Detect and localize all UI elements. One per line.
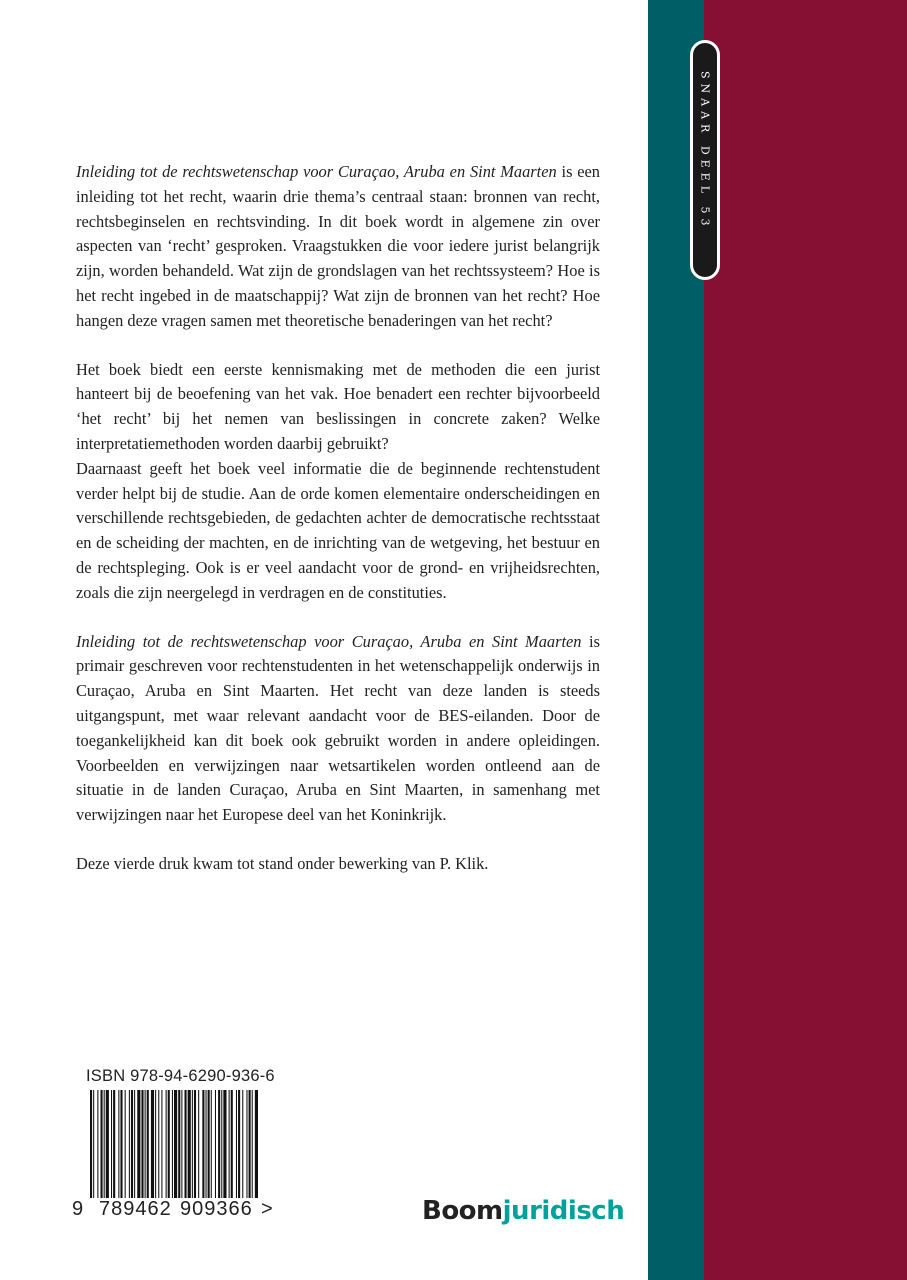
barcode-bar — [129, 1090, 130, 1198]
barcode-bar — [113, 1090, 115, 1198]
barcode-bar — [158, 1090, 159, 1198]
barcode-bar — [120, 1090, 122, 1198]
barcode-bar — [147, 1090, 149, 1198]
barcode-bar — [194, 1090, 196, 1198]
barcode-bar — [242, 1090, 243, 1198]
blurb-paragraph-3: Daarnaast geeft het boek veel informatie die de beginnende rechtenstudent verder helpt bij de studie. Aan de orde komen elementaire onderscheidingen en verschillende rechtsgebieden, de gedachten achter de democratische rechtsstaat en de scheiding der machten, en de inrichting van de wetgeving, het bestuur en de rechtspleging. Ook is er veel aandacht voor de grond- en vrijheidsrechten, zoals die zijn neergelegd in verdragen en de constituties. — [76, 458, 600, 602]
barcode-bar — [221, 1090, 222, 1198]
barcode-bar — [134, 1090, 135, 1198]
barcode-bar — [168, 1090, 170, 1198]
barcode-digits-right: 909366 — [180, 1198, 253, 1220]
barcode-digits-left: 789462 — [99, 1198, 172, 1220]
barcode-bar — [131, 1090, 133, 1198]
barcode-bar — [181, 1090, 182, 1198]
barcode-bar — [211, 1090, 212, 1198]
barcode-bar — [161, 1090, 162, 1198]
barcode-bar — [125, 1090, 126, 1198]
blurb-paragraph-4: Inleiding tot de rechtswetenschap voor Curaçao, Aruba en Sint Maarten is primair geschreven voor rechtenstudenten in het wetenschappelijk onderwijs in Curaçao, Aruba en Sint Maarten. Het recht van deze landen is steeds uitgangspunt, met waar relevant aandacht voor de BES-eilanden. Door de toegankelijkheid kan dit boek ook gebruikt worden in andere opleidingen. Voorbeelden en verwijzingen naar wetsartikelen worden ontleend aan de situatie in de landen Curaçao, Aruba en Sint Maarten, in samenhang met verwijzingen naar het Europese deel van het Koninkrijk. — [76, 631, 600, 825]
barcode-bar — [166, 1090, 167, 1198]
barcode-bar — [178, 1090, 180, 1198]
barcode-bar — [185, 1090, 187, 1198]
blurb-paragraph-2: Het boek biedt een eerste kennismaking met de methoden die een jurist hanteert bij de beoefening van het vak. Hoe benadert een rechter bijvoorbeeld ‘het recht’ bij het nemen van beslissingen in concrete zaken? Welke interpretatiemethoden worden daarbij gebruikt? — [76, 359, 600, 453]
barcode-bar — [137, 1090, 140, 1198]
cover-maroon-band — [704, 0, 907, 1280]
barcode-bar — [192, 1090, 193, 1198]
barcode-bar — [145, 1090, 146, 1198]
barcode-bar — [90, 1090, 92, 1198]
barcode-bar — [215, 1090, 216, 1198]
isbn-label: ISBN 978-94-6290-936-6 — [86, 1067, 275, 1085]
blurb-paragraph-1: Inleiding tot de rechtswetenschap voor Curaçao, Aruba en Sint Maarten is een inleiding tot het recht, waarin drie thema’s centraal staan: bronnen van recht, rechtsbeginselen en rechtsvinding. In dit boek wordt in algemene zin over aspecten van ‘recht’ gesproken. Vraagstukken die voor iedere jurist belangrijk zijn, worden behandeld. Wat zijn de grondslagen van het rechtssysteem? Hoe is het recht ingebed in de maatschappij? Wat zijn de bronnen van het recht? Hoe hangen deze vragen samen met theoretische benaderingen van het recht? — [76, 162, 601, 330]
barcode-bar — [174, 1090, 177, 1198]
barcode-bar — [223, 1090, 226, 1198]
barcode-bar — [172, 1090, 173, 1198]
blurb-text — [76, 160, 600, 901]
barcode-bar — [246, 1090, 247, 1198]
barcode-bar — [118, 1090, 119, 1198]
book-title-italic: Inleiding tot de rechtswetenschap voor Curaçao, Aruba en Sint Maarten — [76, 162, 557, 181]
series-tab — [690, 40, 720, 280]
isbn-barcode — [90, 1090, 258, 1198]
barcode-bar — [236, 1090, 237, 1198]
barcode-bar — [238, 1090, 240, 1198]
barcode-bar — [229, 1090, 230, 1198]
barcode-arrow: > — [261, 1198, 274, 1220]
blurb-paragraph-5: Deze vierde druk kwam tot stand onder bewerking van P. Klik. — [76, 853, 489, 873]
barcode-bar — [255, 1090, 258, 1198]
barcode-bar — [206, 1090, 207, 1198]
barcode-digit-first: 9 — [72, 1198, 85, 1220]
barcode-bar — [252, 1090, 253, 1198]
barcode-bar — [208, 1090, 210, 1198]
barcode-bar — [141, 1090, 143, 1198]
barcode-bar — [106, 1090, 109, 1198]
barcode-bar — [111, 1090, 112, 1198]
publisher-logo-juridisch: juridisch — [502, 1196, 625, 1226]
barcode-bar — [218, 1090, 220, 1198]
barcode-bar — [202, 1090, 204, 1198]
barcode-bar — [155, 1090, 156, 1198]
book-title-italic: Inleiding tot de rechtswetenschap voor Curaçao, Aruba en Sint Maarten — [76, 631, 582, 651]
barcode-bar — [198, 1090, 199, 1198]
barcode-bar — [249, 1090, 251, 1198]
series-label: SNAAR DEEL 53 — [698, 71, 712, 231]
barcode-bar — [93, 1090, 94, 1198]
publisher-logo-boom: Boom — [422, 1196, 503, 1226]
barcode-bar — [188, 1090, 191, 1198]
barcode-bar — [97, 1090, 98, 1198]
barcode-bar — [104, 1090, 105, 1198]
publisher-logo — [422, 1196, 624, 1226]
barcode-bar — [101, 1090, 103, 1198]
barcode-bar — [231, 1090, 233, 1198]
barcode-bar — [151, 1090, 154, 1198]
